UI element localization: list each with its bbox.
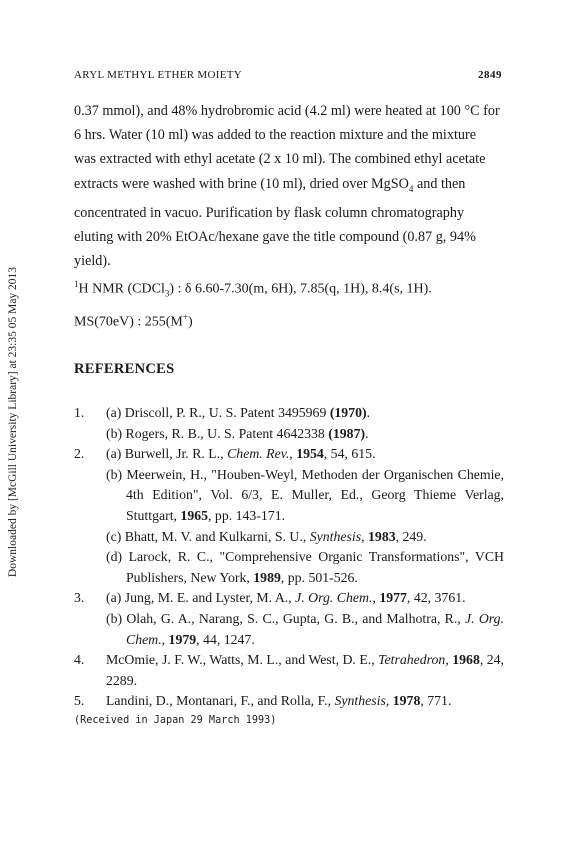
citation-year: 1989 bbox=[253, 569, 281, 585]
reference-citation bbox=[106, 691, 504, 712]
journal-name: J. Org. Chem. bbox=[295, 590, 373, 606]
ms-prefix: MS(70eV) : 255(M bbox=[74, 314, 183, 330]
reference-citation bbox=[106, 465, 504, 527]
reference-citation bbox=[106, 609, 504, 650]
reference-entry bbox=[74, 588, 504, 650]
citation-text: (b) Olah, G. A., Narang, S. C., Gupta, G. B., and Malhotra, R., bbox=[106, 610, 465, 626]
citation-text: (a) Burwell, Jr. R. L., bbox=[106, 446, 228, 462]
subscript: 4 bbox=[408, 183, 414, 194]
reference-number: 3. bbox=[74, 590, 85, 606]
journal-name: Tetrahedron bbox=[378, 652, 446, 668]
experimental-paragraph bbox=[74, 99, 504, 273]
reference-entry bbox=[74, 444, 504, 588]
citation-year: 1954 bbox=[296, 446, 324, 462]
body-line: concentrated in vacuo. Purification by flask column chromatography bbox=[74, 204, 465, 221]
references-heading: REFERENCES bbox=[74, 361, 175, 377]
reference-citation bbox=[106, 444, 504, 465]
citation-text: , 54, 615. bbox=[323, 446, 376, 462]
journal-name: Synthesis bbox=[334, 693, 386, 709]
citation-text: , 249. bbox=[395, 528, 427, 544]
reference-citation bbox=[106, 588, 504, 609]
superscript: 1 bbox=[74, 279, 79, 290]
reference-number: 1. bbox=[74, 405, 85, 420]
citation-text: (b) Meerwein, H., "Houben-Weyl, Methoden der Organischen Chemie, 4th Edition", Vol. 6/3, E. Muller, Ed., Georg Thieme Verlag, Stuttgart, bbox=[106, 466, 504, 523]
citation-text: (a) Jung, M. E. and Lyster, M. A., bbox=[106, 590, 296, 606]
journal-name: Chem. Rev. bbox=[227, 446, 290, 462]
body-line: eluting with 20% EtOAc/hexane gave the title compound (0.87 g, 94% bbox=[74, 228, 476, 245]
citation-text: (b) Rogers, R. B., U. S. Patent 4642338 bbox=[106, 425, 329, 441]
running-title: ARYL METHYL ETHER MOIETY bbox=[74, 69, 243, 81]
mass-spec-data bbox=[74, 306, 504, 334]
reference-citation bbox=[106, 650, 504, 691]
superscript: + bbox=[182, 311, 188, 322]
citation-text: Landini, D., Montanari, F., and Rolla, F., bbox=[106, 693, 335, 709]
nmr-data bbox=[74, 273, 504, 305]
subscript: 3 bbox=[164, 288, 170, 299]
reference-citation bbox=[106, 403, 504, 424]
citation-year: (1987) bbox=[328, 425, 366, 441]
page-number: 2849 bbox=[478, 69, 502, 81]
citation-year: 1977 bbox=[379, 590, 407, 606]
citation-year: (1970) bbox=[329, 405, 367, 420]
received-note: (Received in Japan 29 March 1993) bbox=[74, 715, 277, 726]
body-line: 0.37 mmol), and 48% hydrobromic acid (4.2 ml) were heated at 100 °C for bbox=[74, 103, 500, 119]
reference-entry bbox=[74, 650, 504, 691]
citation-text: , 44, 1247. bbox=[196, 631, 255, 647]
citation-text: , 771. bbox=[420, 693, 452, 709]
body-line-tail: and then bbox=[413, 175, 466, 192]
ms-suffix: ) bbox=[187, 314, 193, 330]
citation-text: , pp. 501-526. bbox=[280, 569, 358, 585]
citation-text: . bbox=[365, 425, 369, 441]
reference-citation bbox=[106, 547, 504, 588]
reference-entry bbox=[74, 691, 504, 712]
download-watermark-text: Downloaded by [McGill University Library] at 23:35 05 May 2013 bbox=[7, 266, 19, 578]
citation-text: , bbox=[445, 652, 453, 668]
references-list bbox=[74, 403, 504, 712]
body-line-text: extracts were washed with brine (10 ml), dried over MgSO bbox=[74, 175, 409, 192]
download-watermark bbox=[2, 212, 24, 632]
citation-text: , 24, 2289. bbox=[106, 652, 504, 688]
citation-text: , bbox=[161, 631, 169, 647]
citation-year: 1965 bbox=[180, 507, 209, 523]
citation-text: , bbox=[361, 528, 369, 544]
body-line-with-formula bbox=[74, 172, 504, 201]
citation-year: 1978 bbox=[392, 693, 421, 709]
citation-text: (c) Bhatt, M. V. and Kulkarni, S. U., bbox=[106, 528, 310, 544]
citation-text: McOmie, J. F. W., Watts, M. L., and West, D. E., bbox=[106, 652, 379, 668]
citation-text: , bbox=[372, 590, 380, 606]
citation-year: 1979 bbox=[168, 631, 197, 647]
experimental-text bbox=[74, 99, 504, 333]
citation-text: , bbox=[289, 446, 297, 462]
citation-year: 1983 bbox=[368, 528, 396, 544]
citation-text: (d) Larock, R. C., "Comprehensive Organic Transformations", VCH Publishers, New York, bbox=[106, 549, 504, 585]
reference-number: 5. bbox=[74, 693, 85, 709]
body-line: yield). bbox=[74, 253, 111, 270]
reference-citation bbox=[106, 424, 504, 445]
body-line: 6 hrs. Water (10 ml) was added to the reaction mixture and the mixture bbox=[74, 127, 477, 144]
citation-text: , 42, 3761. bbox=[406, 590, 466, 606]
nmr-shifts: ) : δ 6.60-7.30(m, 6H), 7.85(q, 1H), 8.4(s, 1H). bbox=[169, 281, 432, 297]
citation-text: (a) Driscoll, P. R., U. S. Patent 3495969 bbox=[106, 405, 330, 420]
citation-text: , pp. 143-171. bbox=[208, 507, 286, 523]
reference-entry bbox=[74, 403, 504, 444]
nmr-prefix: H NMR (CDCl bbox=[78, 281, 165, 297]
body-line: was extracted with ethyl acetate (2 x 10 ml). The combined ethyl acetate bbox=[74, 151, 486, 168]
citation-text: , bbox=[385, 693, 393, 709]
journal-name: Synthesis bbox=[309, 528, 362, 544]
reference-citation bbox=[106, 527, 504, 548]
reference-number: 4. bbox=[74, 652, 85, 668]
reference-number: 2. bbox=[74, 446, 85, 462]
citation-text: . bbox=[366, 405, 371, 420]
citation-year: 1968 bbox=[452, 652, 480, 668]
journal-name: J. Org. Chem. bbox=[126, 610, 504, 647]
